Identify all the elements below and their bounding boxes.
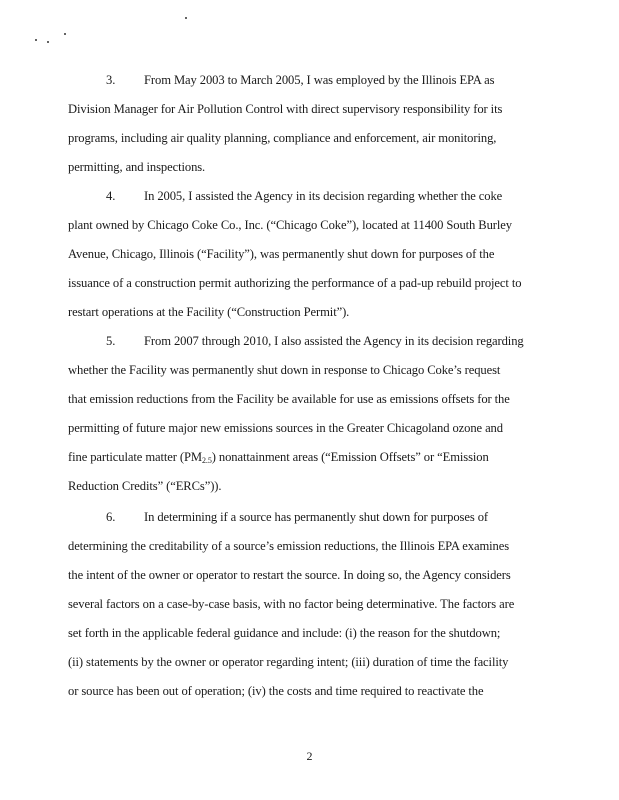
scan-speck xyxy=(64,33,66,35)
paragraph-3-line-2: Division Manager for Air Pollution Control with direct supervisory responsibility for its xyxy=(68,102,503,116)
paragraph-6-line-1: 6. In determining if a source has permanently shut down for purposes of xyxy=(106,510,488,524)
paragraph-5-line-1: 5. From 2007 through 2010, I also assisted the Agency in its decision regarding xyxy=(106,334,524,348)
paragraph-3-line-3: programs, including air quality planning, compliance and enforcement, air monitoring, xyxy=(68,131,497,145)
paragraph-4-line-4: issuance of a construction permit authorizing the performance of a pad-up rebuild project to xyxy=(68,276,522,290)
paragraph-number: 4. xyxy=(106,189,116,203)
paragraph-4-line-3: Avenue, Chicago, Illinois (“Facility”), was permanently shut down for purposes of the xyxy=(68,247,495,261)
scan-speck xyxy=(35,39,37,41)
paragraph-5-line-3: that emission reductions from the Facility be available for use as emissions offsets for the xyxy=(68,392,510,406)
scan-speck xyxy=(47,41,49,43)
paragraph-number: 5. xyxy=(106,334,116,348)
paragraph-4-line-1: 4. In 2005, I assisted the Agency in its decision regarding whether the coke xyxy=(106,189,503,203)
paragraph-6-line-7: or source has been out of operation; (iv) the costs and time required to reactivate the xyxy=(68,684,484,698)
page-number: 2 xyxy=(306,749,313,763)
paragraph-5-line-6: Reduction Credits” (“ERCs”)). xyxy=(68,479,222,493)
paragraph-number: 3. xyxy=(106,73,116,87)
paragraph-5-line-2: whether the Facility was permanently shut down in response to Chicago Coke’s request xyxy=(68,363,501,377)
paragraph-6-line-2: determining the creditability of a source’s emission reductions, the Illinois EPA examines xyxy=(68,539,510,553)
paragraph-6-line-6: (ii) statements by the owner or operator regarding intent; (iii) duration of time the facility xyxy=(68,655,509,669)
paragraph-5-line-4: permitting of future major new emissions sources in the Greater Chicagoland ozone and xyxy=(68,421,503,435)
paragraph-3-line-4: permitting, and inspections. xyxy=(68,160,206,174)
paragraph-6-line-3: the intent of the owner or operator to restart the source. In doing so, the Agency considers xyxy=(68,568,511,582)
scan-speck xyxy=(185,17,187,19)
pm-subscript: 2.5 xyxy=(202,456,212,465)
paragraph-4-line-2: plant owned by Chicago Coke Co., Inc. (“Chicago Coke”), located at 11400 South Burley xyxy=(68,218,512,232)
paragraph-5-line-5: fine particulate matter $(PM_{2.5})$ nonattainment areas (“Emission Offsets” or “Emission xyxy=(68,450,489,465)
paragraph-4-line-5: restart operations at the Facility (“Construction Permit”). xyxy=(68,305,350,319)
paragraph-6-line-4: several factors on a case-by-case basis, with no factor being determinative. The factors are xyxy=(68,597,515,611)
paragraph-6-line-5: set forth in the applicable federal guidance and include: (i) the reason for the shutdown; xyxy=(68,626,501,640)
paragraph-3-line-1: 3. From May 2003 to March 2005, I was employed by the Illinois EPA as xyxy=(106,73,495,87)
paragraph-number: 6. xyxy=(106,510,116,524)
